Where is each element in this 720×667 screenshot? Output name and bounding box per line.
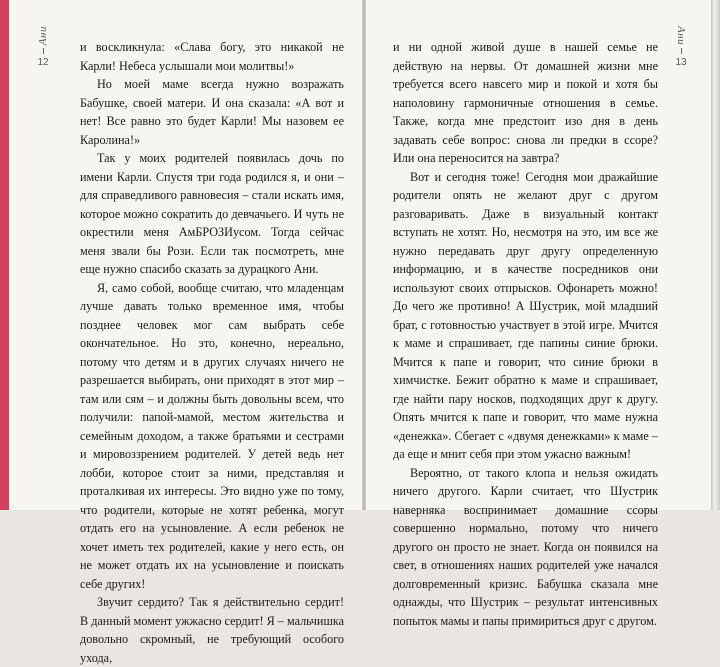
left-page-header xyxy=(35,26,51,68)
left-page-text xyxy=(80,38,344,667)
paragraph: и ни одной живой душе в нашей семье не действую на нервы. От домашней жизни мне требуется всего навсего мир и покой и хотя бы наполовину гармоничные отношения в семье. Также, когда мне предстоит изо дня в день задавать себе вопрос: снова ли предки в ссоре? Или она переносится на завтра? xyxy=(393,40,658,165)
paragraph: Звучит сердито? Так я действительно сердит! В данный момент ужжасно сердит! Я – мальчишка довольно скромный, не требующий особого ухода, xyxy=(80,595,344,665)
paragraph: Вероятно, от такого клопа и нельзя ожидать ничего другого. Карли считает, что Шустрик наверняка воспринимает домашние ссоры совершенно нормально, потому что ничего другого он просто не знает. Когда он появился на свет, в отношениях наших родителей уже начался долговременный кризис. Бабушка сказала мне однажды, что Шустрик – результат интенсивных попыток мамы и папы примириться друг с другом. xyxy=(393,465,658,628)
page-number-right: 13 xyxy=(675,57,687,69)
paragraph: Так у моих родителей появилась дочь по имени Карли. Спустя три года родился я, и они – для справедливого равновесия – стали искать имя, которое можно сократить до девчачьего. И чуть не окрестили меня АмБРОЗИусом. Тогда сейчас меня звали бы Рози. Если так посмотреть, мне еще нужно спасибо сказать за дурацкого Ани. xyxy=(80,151,344,276)
page-number-left: 12 xyxy=(37,57,49,69)
left-page xyxy=(9,0,362,665)
page-edge-right xyxy=(711,0,720,510)
running-head-left: Ани xyxy=(37,26,49,46)
paragraph: Вот и сегодня тоже! Сегодня мои дражайшие родители опять не желают друг с другом разговаривать. Даже в визуальный контакт вступать не хотят. Но, несмотря на это, им все же нужно передавать друг другу определенную информацию, и в качестве посредников они используют своих отпрысков. Офонареть можно! До чего же противно! А Шустрик, мой младший брат, с готовностью участвует в этой игре. Мчится к маме и спрашивает, где папины синие брюки. Мчится к папе и говорит, что синие брюки в химчистке. Бежит обратно к маме и спрашивает, где найти пару носков, подходящих друг к другу. Опять мчится к папе и говорит, что маме нужна «денежка». Сбегает с «двумя денежками» к маме – да еще и мнит себя при этом ужасно важным! xyxy=(393,169,658,461)
running-head-right: Ани xyxy=(675,26,687,46)
paragraph: Но моей маме всегда нужно возражать Бабушке, своей матери. И она сказала: «А вот и нет! Все равно это будет Карли! Мы назовем ее Каролина!» xyxy=(80,77,344,147)
right-page-text xyxy=(393,38,658,630)
right-page-header xyxy=(673,26,689,68)
paragraph: Я, само собой, вообще считаю, что младенцам лучше давать только временное имя, чтобы позднее человек мог сам выбрать себе окончательное. Но это, конечно, нереально, потому что детям и в других случаях ничего не разрешается выбирать, они приходят в этот мир – там или сям – и должны быть довольны всем, что получили: папой-мамой, местом жительства и семейным доходом, а также братьями и сестрами и мировоззрением родителей. У детей ведь нет лобби, которое стоит за ними, представляя и проталкивая их интересы. Это видно уже по тому, что родители, которые не хотят ребенка, могут отдать его на усыновление. А если ребенок не хочет иметь тех родителей, какие у него есть, он не может отдать их на усыновление и поискать себе других! xyxy=(80,280,344,591)
running-head-rule-left xyxy=(43,48,44,54)
paragraph: и воскликнула: «Слава богу, это никакой не Карли! Небеса услышали мои молитвы!» xyxy=(80,40,344,73)
page-edge-left xyxy=(0,0,9,510)
right-page xyxy=(366,0,711,628)
running-head-rule-right xyxy=(681,48,682,54)
